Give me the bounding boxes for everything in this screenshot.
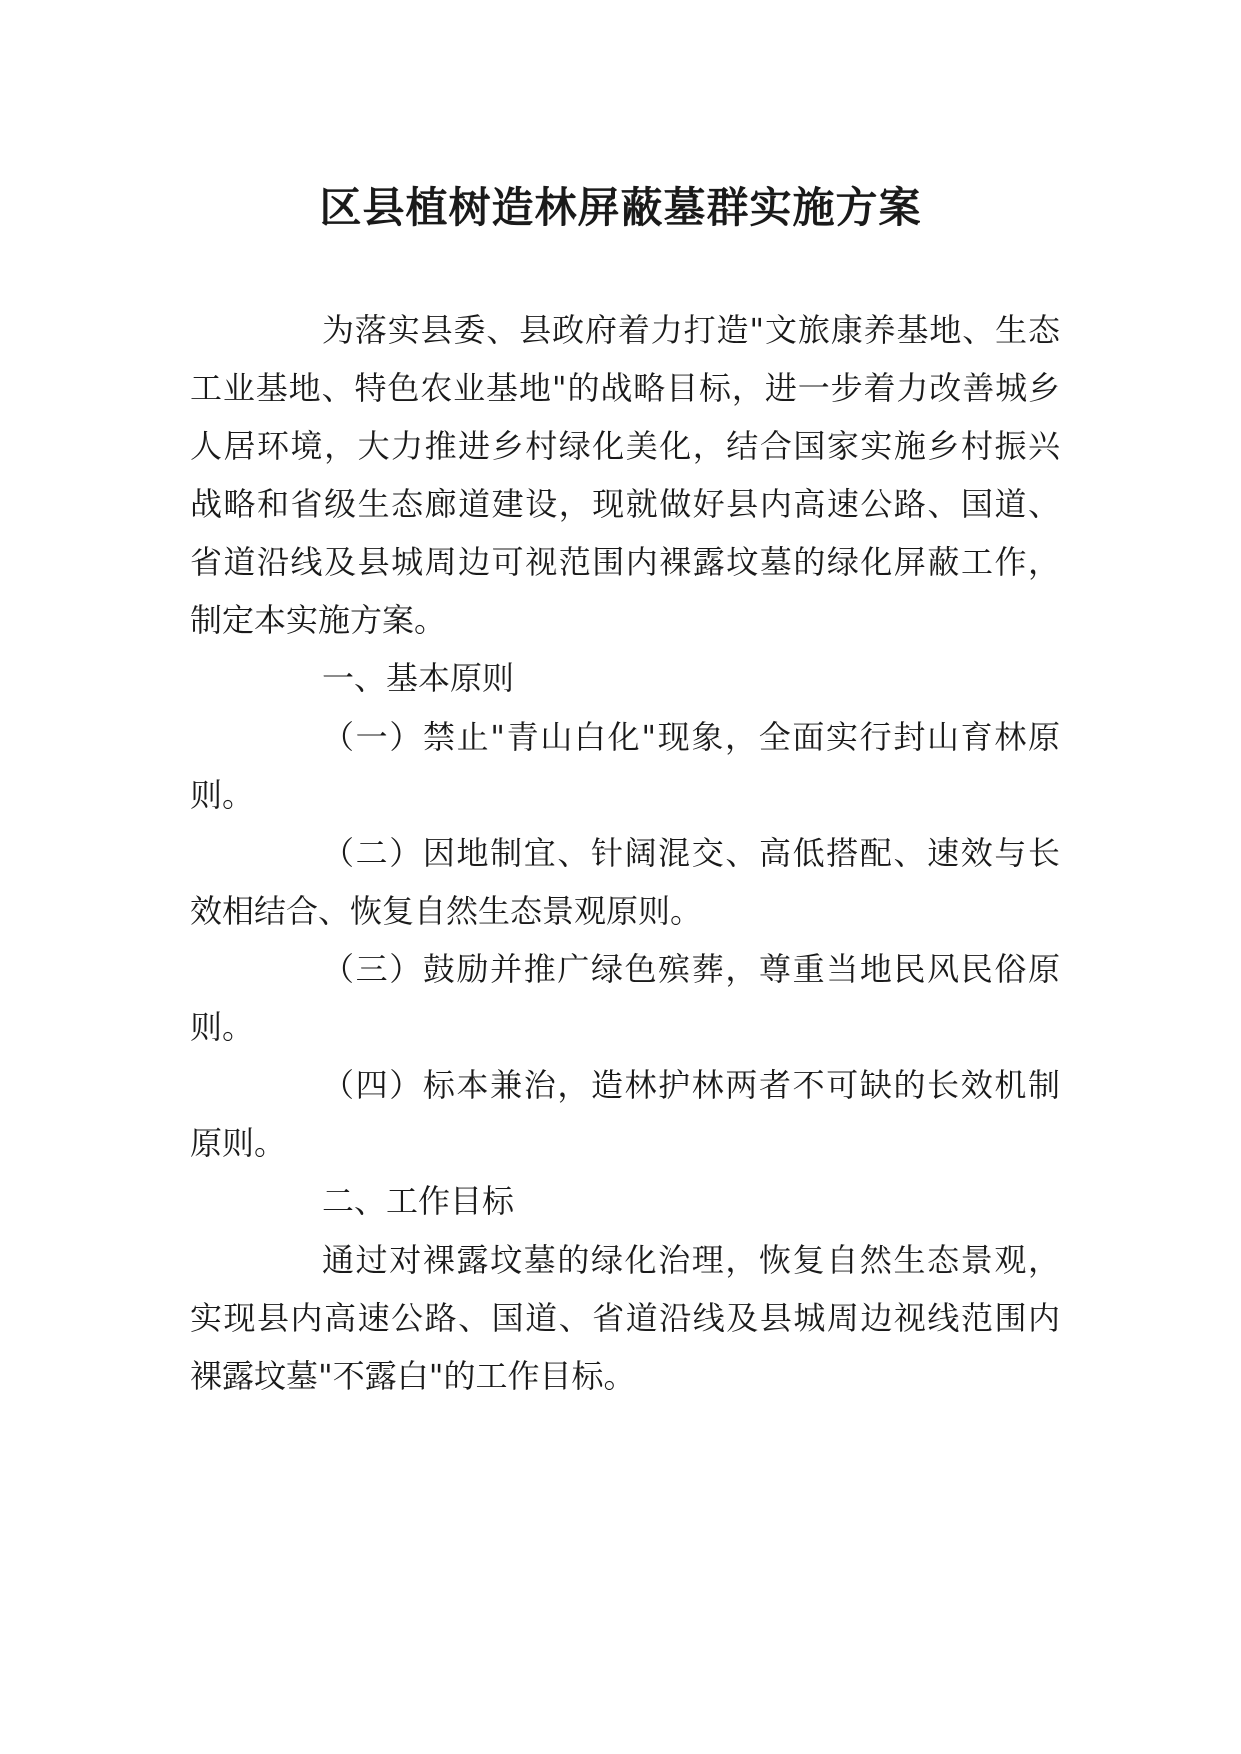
section1-heading: 一、基本原则	[322, 659, 515, 697]
intro-line: 制定本实施方案。	[190, 601, 447, 639]
goal-line: 实现县内高速公路、国道、省道沿线及县城周边视线范围内	[190, 1299, 1060, 1337]
goal-line: 通过对裸露坟墓的绿化治理，恢复自然生态景观，	[322, 1241, 1060, 1279]
intro-line: 战略和省级生态廊道建设，现就做好县内高速公路、国道、	[190, 485, 1060, 523]
principle-line: 则。	[190, 1008, 255, 1046]
document-title: 区县植树造林屏蔽墓群实施方案	[319, 183, 922, 232]
goal-line: 裸露坟墓"不露白"的工作目标。	[190, 1357, 636, 1395]
section2-heading: 二、工作目标	[322, 1182, 515, 1220]
intro-line: 省道沿线及县城周边可视范围内裸露坟墓的绿化屏蔽工作，	[190, 543, 1060, 581]
intro-line: 工业基地、特色农业基地"的战略目标，进一步着力改善城乡	[190, 369, 1060, 407]
principle-line: 则。	[190, 776, 255, 814]
principle-line: （一）禁止"青山白化"现象，全面实行封山育林原	[322, 718, 1060, 756]
principle-line: （二）因地制宜、针阔混交、高低搭配、速效与长	[322, 834, 1060, 872]
principle-line: 效相结合、恢复自然生态景观原则。	[190, 892, 703, 930]
principle-line: （三）鼓励并推广绿色殡葬，尊重当地民风民俗原	[322, 950, 1060, 988]
principle-line: 原则。	[190, 1124, 287, 1162]
principle-line: （四）标本兼治，造林护林两者不可缺的长效机制	[322, 1066, 1060, 1104]
intro-line: 为落实县委、县政府着力打造"文旅康养基地、生态	[322, 311, 1060, 349]
intro-line: 人居环境，大力推进乡村绿化美化，结合国家实施乡村振兴	[190, 427, 1060, 465]
